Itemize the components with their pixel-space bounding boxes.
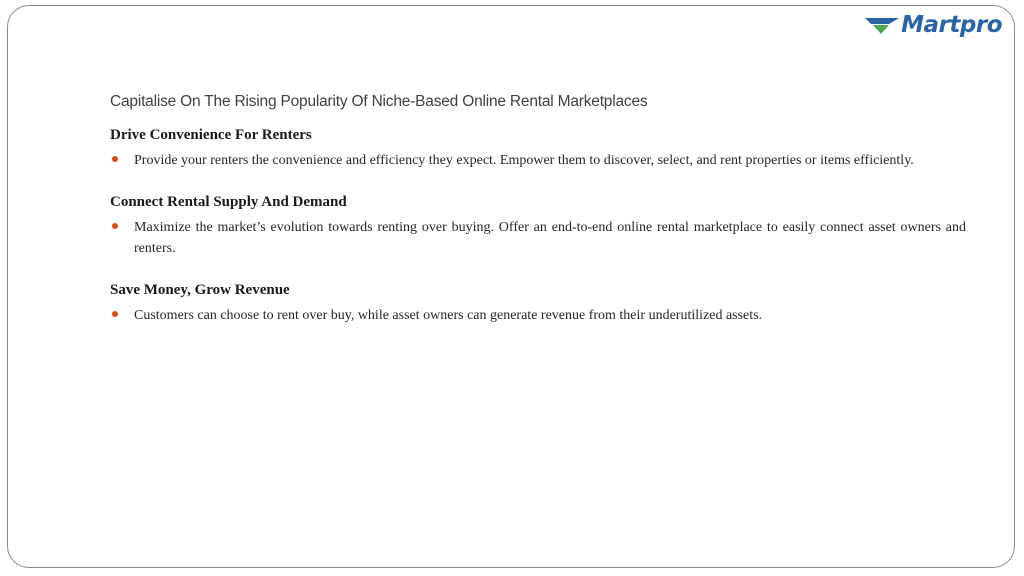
content-area (110, 126, 966, 348)
slide-frame (7, 5, 1015, 568)
section-drive-convenience (110, 126, 966, 171)
bullet-dot-icon (112, 156, 118, 162)
section-connect-supply-demand (110, 193, 966, 259)
bullet-dot-icon (112, 223, 118, 229)
bullet-text: Provide your renters the convenience and efficiency they expect. Empower them to discover, select, and rent properties or items efficiently. (134, 153, 914, 168)
section-heading: Drive Convenience For Renters (110, 127, 312, 143)
bullet-dot-icon (112, 311, 118, 317)
bullet-text: Maximize the market’s evolution towards renting over buying. Offer an end-to-end online rental marketplace to easily connect asset owners and renters. (134, 220, 966, 256)
logo-text: Martpro (901, 12, 1002, 38)
brand-logo (865, 12, 1002, 38)
section-heading: Connect Rental Supply And Demand (110, 194, 347, 210)
bullet-item (110, 217, 966, 259)
bullet-text: Customers can choose to rent over buy, while asset owners can generate revenue from their underutilized assets. (134, 308, 763, 323)
page-title: Capitalise On The Rising Popularity Of Niche-Based Online Rental Marketplaces (110, 93, 648, 110)
section-save-money (110, 281, 966, 326)
martpro-logo-icon (865, 15, 899, 35)
bullet-item (110, 305, 966, 326)
bullet-item (110, 150, 966, 171)
section-heading: Save Money, Grow Revenue (110, 282, 290, 298)
